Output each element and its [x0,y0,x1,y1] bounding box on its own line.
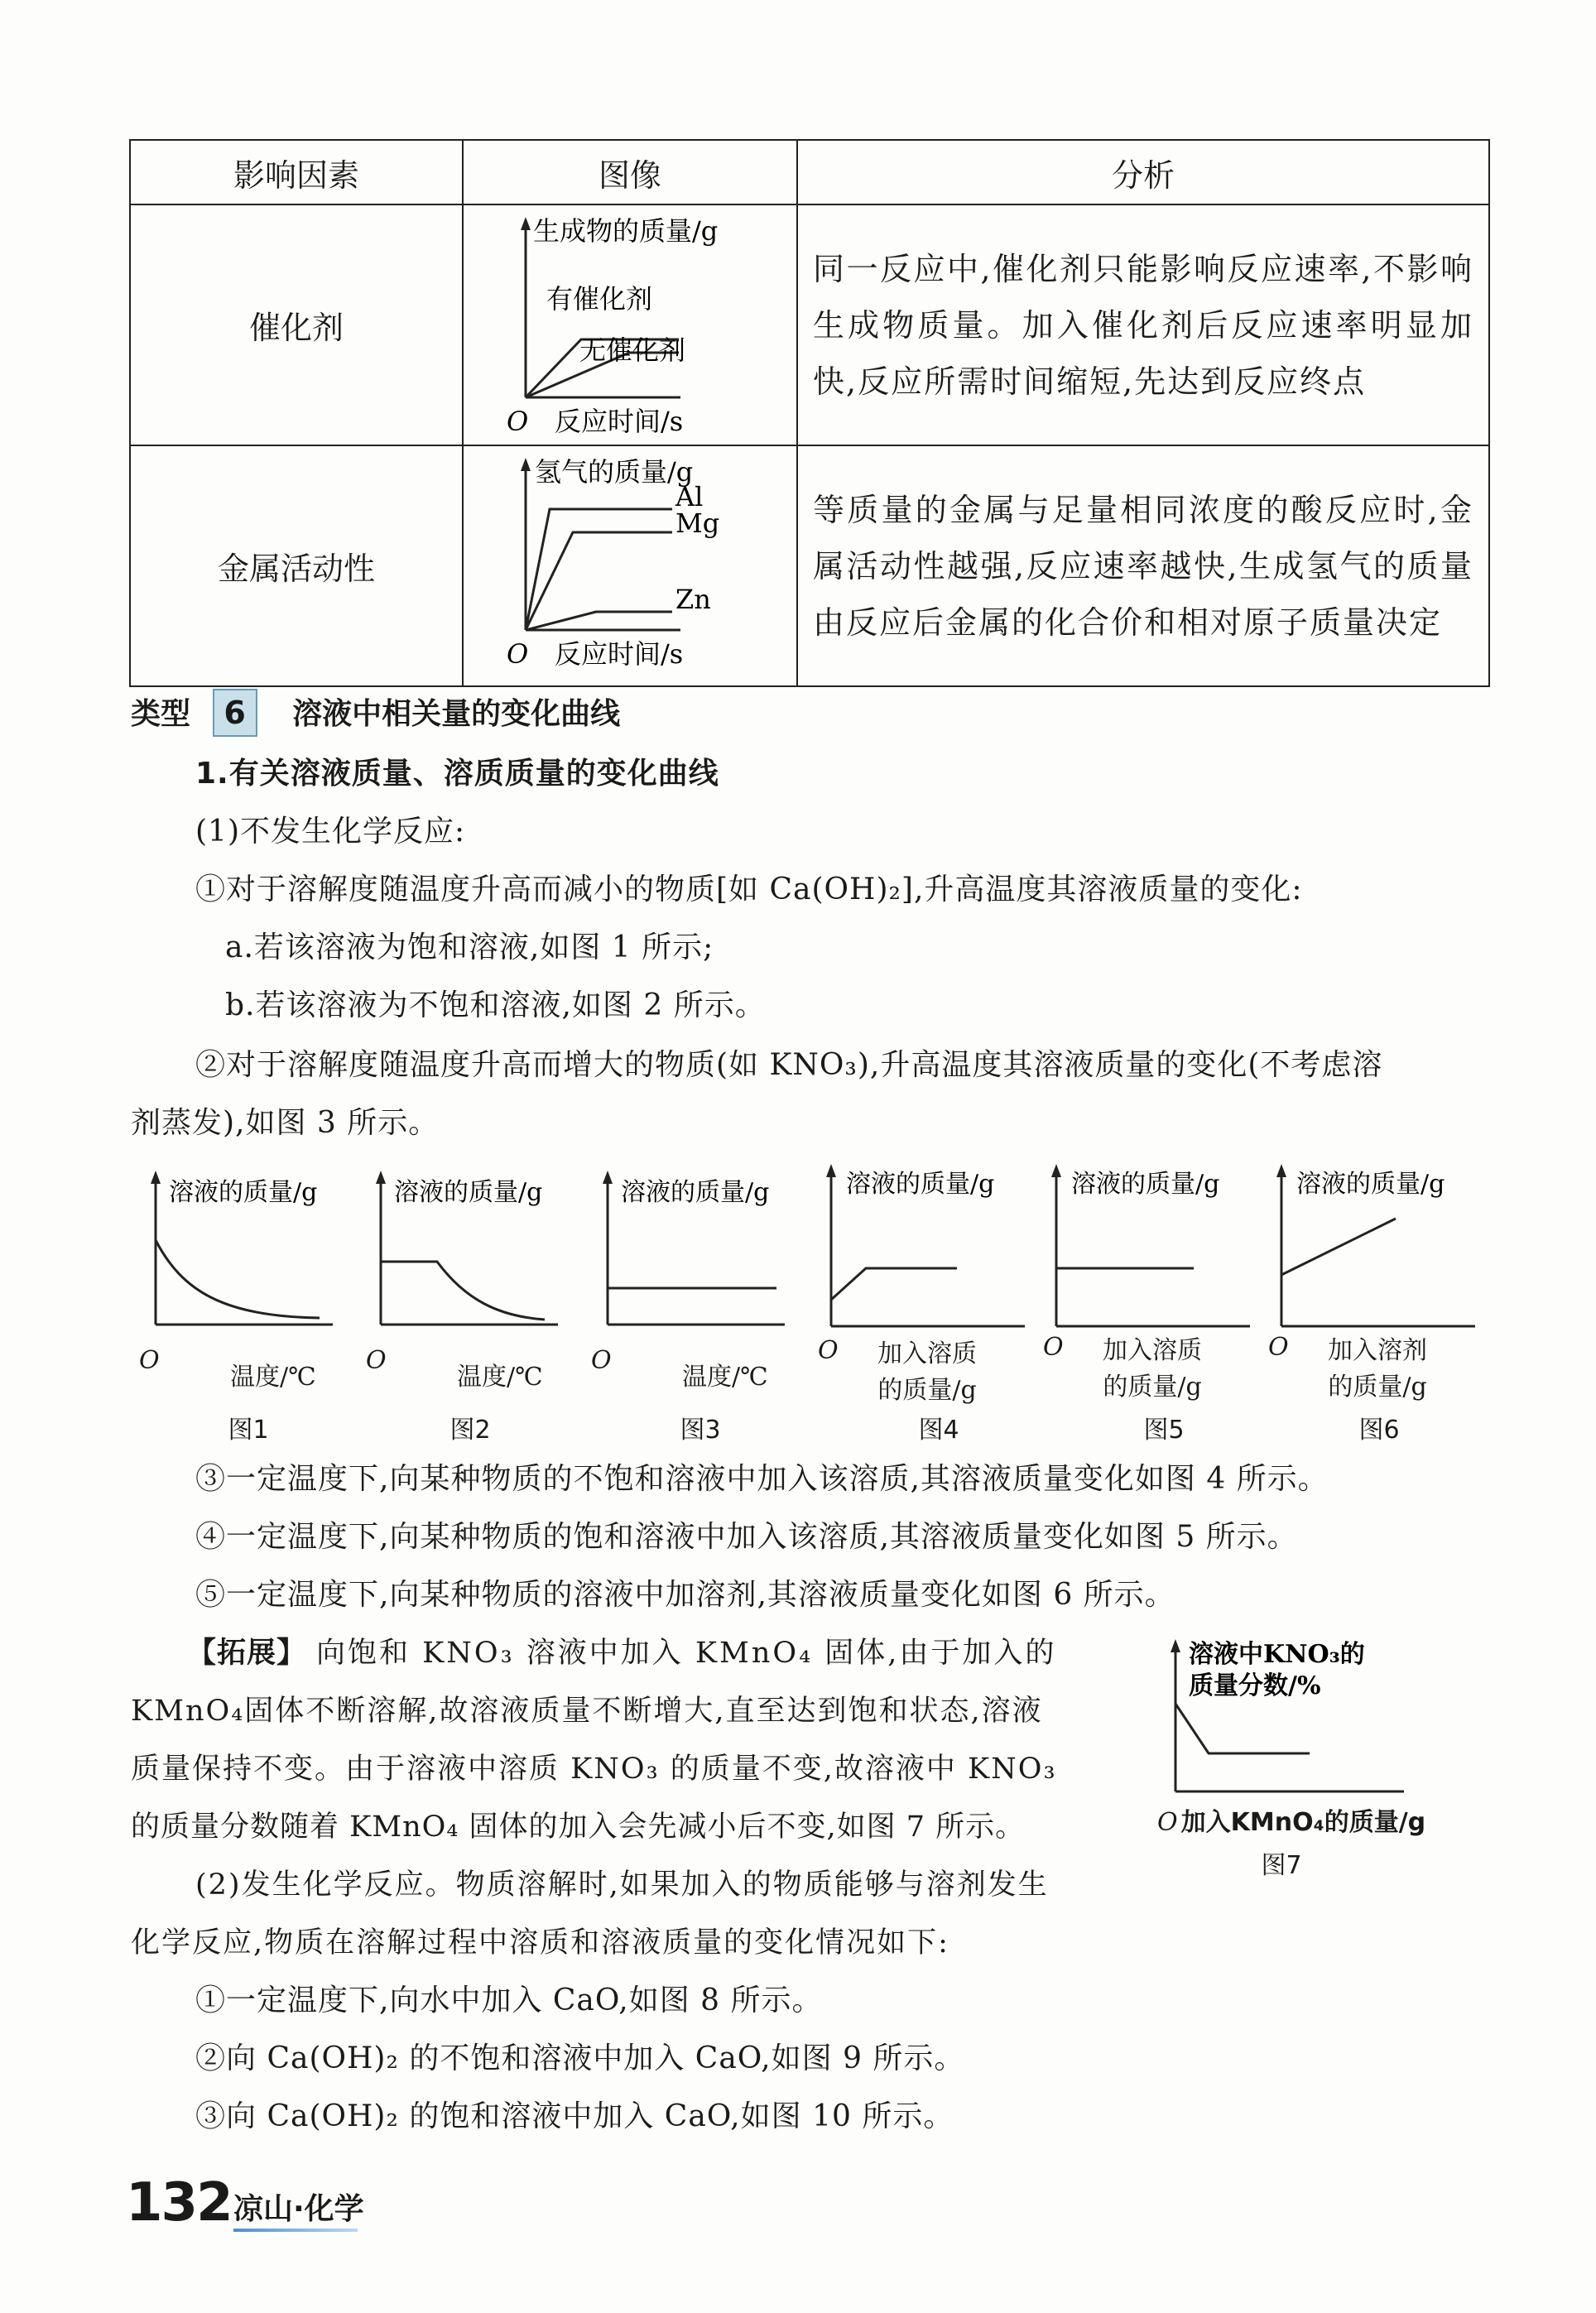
label-zn: Zn [675,584,711,615]
catalyst-xlabel: 反应时间/s [555,406,684,437]
fig2-ylabel: 溶液的质量/g [394,1178,543,1207]
fig2-caption: 图2 [449,1416,491,1445]
analysis-catalyst: 同一反应中,催化剂只能影响反应速率,不影响生成物质量。加入催化剂后反应速率明显加快,反应所需时间缩短,先达到反应终点 [797,204,1489,445]
fig6-ylabel: 溶液的质量/g [1296,1170,1445,1199]
factor-metal-activity: 金属活动性 [130,445,463,686]
fig4-origin: O [818,1336,839,1365]
factor-catalyst: 催化剂 [130,204,463,445]
fig5-xlabel-line1: 加入溶质 [1103,1336,1202,1365]
label-mg: Mg [675,507,720,539]
type-number-badge: 6 [213,689,257,737]
fig2-origin: O [366,1346,387,1375]
fig5-ylabel: 溶液的质量/g [1071,1170,1220,1199]
fig5-xlabel [1103,1333,1202,1406]
fig6-caption: 图6 [1358,1416,1400,1445]
figure-6 [1263,1152,1487,1338]
paragraph: ①一定温度下,向水中加入 CaO,如图 8 所示。 [195,1984,823,2017]
paragraph: 化学反应,物质在溶解过程中溶质和溶液质量的变化情况如下: [131,1926,949,1960]
fig7-origin: O [1157,1808,1178,1837]
catalyst-chart [464,205,795,437]
type-label: 类型 [131,697,191,731]
fig7-xlabel: 加入KMnO₄的质量/g [1180,1808,1426,1837]
extension-text: 向饱和 KNO₃ 溶液中加入 KMnO₄ 固体,由于加入的 [316,1637,1057,1670]
fig2-xlabel: 温度/℃ [457,1363,543,1392]
fig5-xlabel-line2: 的质量/g [1103,1373,1202,1402]
fig7-ylabel-line2: 质量分数/% [1189,1671,1321,1700]
figure-5 [1038,1152,1262,1338]
fig3-caption: 图3 [680,1416,721,1445]
paragraph: ③向 Ca(OH)₂ 的饱和溶液中加入 CaO,如图 10 所示。 [195,2099,954,2133]
graph-catalyst [463,204,797,445]
fig4-xlabel-line2: 的质量/g [877,1376,977,1405]
fig4-xlabel-line1: 加入溶质 [877,1339,977,1368]
figure-3 [584,1159,808,1344]
metal-origin: O [507,638,529,670]
header-graph: 图像 [463,140,797,204]
metal-ylabel: 氢气的质量/g [535,456,694,488]
figure-2 [358,1159,581,1344]
fig7-caption: 图7 [1261,1851,1302,1880]
fig4-caption: 图4 [918,1416,959,1445]
paragraph: ②对于溶解度随温度升高而增大的物质(如 KNO₃),升高温度其溶液质量的变化(不考虑溶 [195,1048,1383,1082]
factor-table [129,139,1490,687]
paragraph: a.若该溶液为饱和溶液,如图 1 所示; [225,930,714,964]
paragraph: ③一定温度下,向某种物质的不饱和溶液中加入该溶质,其溶液质量变化如图 4 所示。 [195,1462,1329,1496]
extension-line-1 [187,1624,1056,1682]
fig1-xlabel: 温度/℃ [230,1363,316,1392]
fig4-ylabel: 溶液的质量/g [846,1170,995,1199]
fig1-caption: 图1 [228,1416,269,1445]
label-with-catalyst: 有催化剂 [546,283,653,315]
catalyst-ylabel: 生成物的质量/g [533,215,719,247]
paragraph: ①对于溶解度随温度升高而减小的物质[如 Ca(OH)₂],升高温度其溶液质量的变化: [195,873,1303,906]
extension-line-3: 质量保持不变。由于溶液中溶质 KNO₃ 的质量不变,故溶液中 KNO₃ [131,1753,1057,1786]
label-al: Al [675,481,704,512]
paragraph: ②向 Ca(OH)₂ 的不饱和溶液中加入 CaO,如图 9 所示。 [195,2041,965,2075]
fig5-caption: 图5 [1143,1416,1185,1445]
fig7-ylabel-line1: 溶液中KNO₃的 [1189,1640,1365,1669]
analysis-metal-activity: 等质量的金属与足量相同浓度的酸反应时,金属活动性越强,反应速率越快,生成氢气的质量由反应后金属的化合价和相对原子质量决定 [797,445,1489,686]
section-header [131,689,620,738]
fig6-origin: O [1268,1333,1289,1362]
paragraph: (1)不发生化学反应: [195,815,466,849]
figure-7 [1159,1628,1490,1813]
fig4-xlabel [877,1336,977,1409]
page-number: 132 [126,2172,232,2234]
footer-rule [233,2229,358,2232]
fig6-xlabel-line1: 加入溶剂 [1328,1336,1427,1365]
extension-line-4: 的质量分数随着 KMnO₄ 固体的加入会先减小后不变,如图 7 所示。 [131,1810,1026,1844]
metal-xlabel: 反应时间/s [555,638,684,670]
catalyst-origin: O [507,406,529,437]
fig3-origin: O [591,1346,612,1375]
section-title: 溶液中相关量的变化曲线 [292,697,621,731]
heading-1: 1.有关溶液质量、溶质质量的变化曲线 [195,757,719,791]
paragraph: b.若该溶液为不饱和溶液,如图 2 所示。 [225,988,766,1022]
fig3-xlabel: 温度/℃ [682,1363,768,1392]
figure-1 [132,1159,356,1344]
paragraph: ④一定温度下,向某种物质的饱和溶液中加入该溶质,其溶液质量变化如图 5 所示。 [195,1520,1298,1554]
label-without-catalyst: 无催化剂 [579,334,686,366]
fig3-ylabel: 溶液的质量/g [621,1178,770,1207]
fig6-xlabel [1328,1333,1427,1406]
header-factor: 影响因素 [130,140,463,204]
metal-chart [464,446,795,678]
figure-4 [813,1152,1036,1338]
fig7-xaxis [1157,1801,1425,1838]
paragraph: (2)发生化学反应。物质溶解时,如果加入的物质能够与溶剂发生 [195,1868,1049,1902]
paragraph: 剂蒸发),如图 3 所示。 [131,1106,440,1140]
extension-line-2: KMnO₄固体不断溶解,故溶液质量不断增大,直至达到饱和状态,溶液 [131,1695,1043,1728]
paragraph: ⑤一定温度下,向某种物质的溶液中加溶剂,其溶液质量变化如图 6 所示。 [195,1578,1175,1612]
fig1-ylabel: 溶液的质量/g [169,1178,318,1207]
fig5-origin: O [1043,1333,1064,1362]
graph-metal [463,445,797,686]
fig6-xlabel-line2: 的质量/g [1328,1373,1427,1402]
extension-label: 【拓展】 [187,1637,307,1670]
fig1-origin: O [139,1346,160,1375]
book-title: 凉山·化学 [233,2192,364,2226]
header-analysis: 分析 [797,140,1489,204]
